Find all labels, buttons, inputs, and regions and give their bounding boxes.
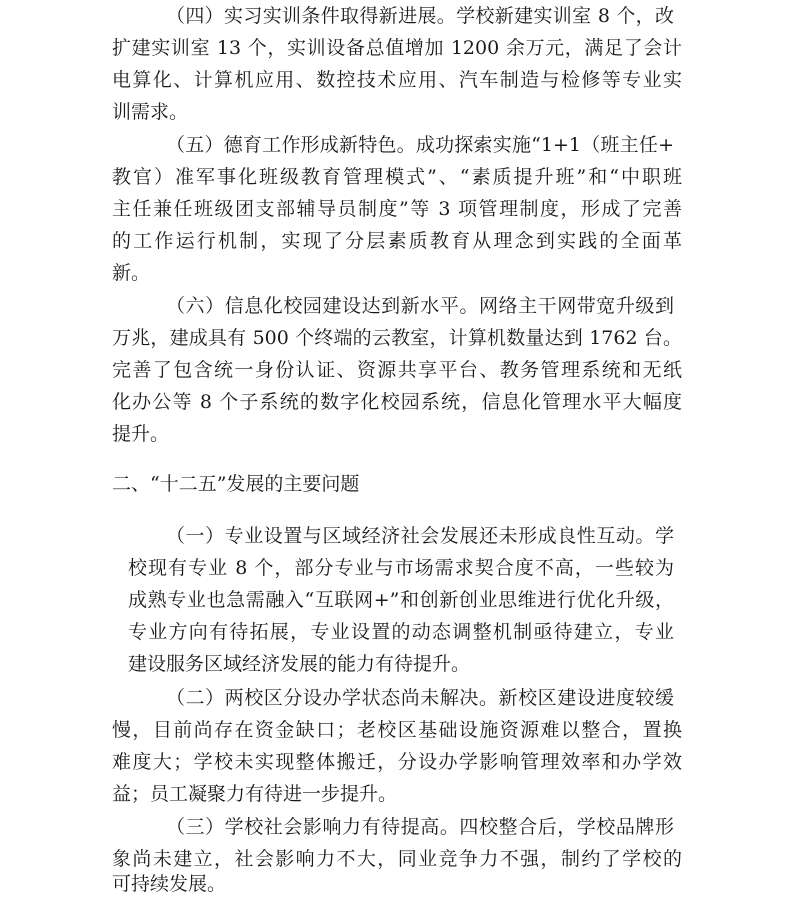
paragraph-line: （五）德育工作形成新特色。成功探索实施“1+1（班主任+ bbox=[166, 134, 674, 156]
paragraph-line: 校现有专业 8 个，部分专业与市场需求契合度不高，一些较为 bbox=[128, 557, 674, 579]
paragraph-line: 新。 bbox=[112, 262, 151, 284]
paragraph-line: （六）信息化校园建设达到新水平。网络主干网带宽升级到 bbox=[166, 295, 674, 317]
paragraph-line: 专业方向有待拓展，专业设置的动态调整机制亟待建立，专业 bbox=[128, 621, 674, 643]
paragraph-line: 成熟专业也急需融入“互联网+”和创新创业思维进行优化升级， bbox=[128, 589, 674, 611]
paragraph-line: 益；员工凝聚力有待进一步提升。 bbox=[112, 783, 398, 805]
paragraph-line: 的工作运行机制，实现了分层素质教育从理念到实践的全面革 bbox=[112, 230, 682, 252]
paragraph-line: 完善了包含统一身份认证、资源共享平台、教务管理系统和无纸 bbox=[112, 359, 682, 381]
paragraph-line: 慢，目前尚存在资金缺口；老校区基础设施资源难以整合，置换 bbox=[112, 719, 682, 741]
section-heading: 二、“十二五”发展的主要问题 bbox=[112, 473, 360, 495]
paragraph-line: 教官）准军事化班级教育管理模式”、“素质提升班”和“中职班 bbox=[112, 166, 682, 188]
paragraph-line: （二）两校区分设办学状态尚未解决。新校区建设进度较缓 bbox=[166, 687, 674, 709]
paragraph-line: 可持续发展。 bbox=[112, 873, 227, 895]
paragraph-line: 提升。 bbox=[112, 423, 170, 445]
paragraph-line: 象尚未建立，社会影响力不大，同业竞争力不强，制约了学校的 bbox=[112, 848, 682, 870]
paragraph-line: 主任兼任班级团支部辅导员制度”等 3 项管理制度，形成了完善 bbox=[112, 198, 682, 220]
paragraph-line: 化办公等 8 个子系统的数字化校园系统，信息化管理水平大幅度 bbox=[112, 391, 682, 413]
paragraph-line: （一）专业设置与区域经济社会发展还未形成良性互动。学 bbox=[166, 525, 674, 547]
paragraph-line: 难度大；学校未实现整体搬迁，分设办学影响管理效率和办学效 bbox=[112, 751, 682, 773]
paragraph-line: 万兆，建成具有 500 个终端的云教室，计算机数量达到 1762 台。 bbox=[112, 327, 682, 349]
paragraph-line: 电算化、计算机应用、数控技术应用、汽车制造与检修等专业实 bbox=[112, 69, 682, 91]
paragraph-line: 扩建实训室 13 个，实训设备总值增加 1200 余万元，满足了会计 bbox=[112, 37, 682, 59]
paragraph-line: （三）学校社会影响力有待提高。四校整合后，学校品牌形 bbox=[166, 816, 674, 838]
paragraph-line: 训需求。 bbox=[112, 101, 189, 123]
paragraph-line: （四）实习实训条件取得新进展。学校新建实训室 8 个，改 bbox=[166, 5, 674, 27]
paragraph-line: 建设服务区域经济发展的能力有待提升。 bbox=[128, 653, 471, 675]
